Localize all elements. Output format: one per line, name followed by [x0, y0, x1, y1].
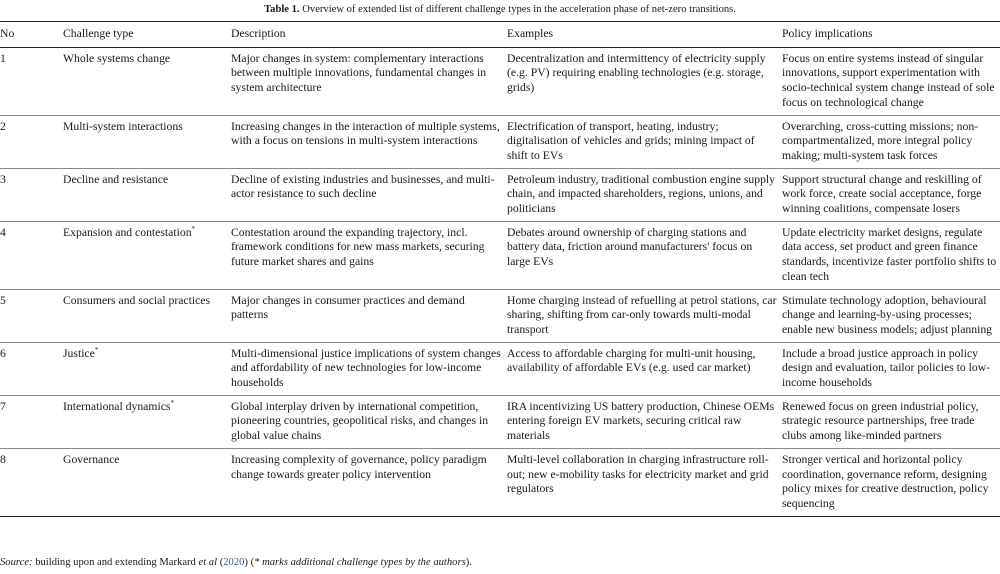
- table-header-row: [0, 22, 1000, 48]
- cell-no: 4: [0, 221, 61, 289]
- additional-type-marker: *: [191, 224, 196, 233]
- cell-challenge-type: Governance: [61, 448, 229, 516]
- asterisk-note: * marks additional challenge types by the authors: [254, 557, 466, 568]
- cell-challenge-type: Multi-system interactions: [61, 115, 229, 168]
- table-caption-text: Overview of extended list of different challenge types in the acceleration phase of net-zero transitions.: [299, 4, 736, 15]
- citation-year-link[interactable]: 2020: [223, 557, 245, 568]
- cell-examples: Decentralization and intermittency of electricity supply (e.g. PV) requiring enabling technologies (e.g. storage, grids): [505, 47, 780, 115]
- cell-description: Decline of existing industries and businesses, and multi-actor resistance to such decline: [229, 168, 505, 221]
- cell-no: 5: [0, 289, 61, 342]
- cell-challenge-type: Whole systems change: [61, 47, 229, 115]
- cell-no: 2: [0, 115, 61, 168]
- cell-no: 1: [0, 47, 61, 115]
- cell-examples: Access to affordable charging for multi-unit housing, availability of affordable EVs (e.g. used car market): [505, 342, 780, 395]
- table-row: [0, 342, 1000, 395]
- cell-policy-implications: Renewed focus on green industrial policy, strategic resource partnerships, free trade clubs among like-minded partners: [780, 395, 1000, 448]
- source-note: Source: building upon and extending Markard et al (2020) (* marks additional challenge types by the authors).: [0, 557, 472, 568]
- additional-type-marker: *: [170, 398, 174, 407]
- cell-policy-implications: Stimulate technology adoption, behavioural change and learning-by-using processes; enable new business models; adjust planning: [780, 289, 1000, 342]
- additional-type-marker: *: [94, 345, 99, 354]
- table-row: [0, 168, 1000, 221]
- table-row: [0, 289, 1000, 342]
- cell-description: Multi-dimensional justice implications of system changes and affordability of new technologies for low-income households: [229, 342, 505, 395]
- cell-no: 3: [0, 168, 61, 221]
- header-examples: Examples: [505, 22, 780, 48]
- cell-examples: IRA incentivizing US battery production, Chinese OEMs entering foreign EV markets, securing critical raw materials: [505, 395, 780, 448]
- source-label: Source:: [0, 557, 33, 568]
- table-row: [0, 221, 1000, 289]
- cell-description: Global interplay driven by international competition, pioneering countries, geopolitical risks, and changes in global value chains: [229, 395, 505, 448]
- cell-challenge-type: Expansion and contestation*: [61, 221, 229, 289]
- cell-description: Contestation around the expanding trajectory, incl. framework conditions for new mass markets, securing future market shares and gains: [229, 221, 505, 289]
- cell-examples: Electrification of transport, heating, industry; digitalisation of vehicles and grids; mining impact of shift to EVs: [505, 115, 780, 168]
- table-row: [0, 448, 1000, 516]
- table-caption: [0, 3, 1000, 16]
- cell-challenge-type: Consumers and social practices: [61, 289, 229, 342]
- cell-description: Major changes in consumer practices and demand patterns: [229, 289, 505, 342]
- cell-challenge-type: International dynamics*: [61, 395, 229, 448]
- cell-description: Major changes in system: complementary interactions between multiple innovations, fundamental changes in system architecture: [229, 47, 505, 115]
- cell-no: 6: [0, 342, 61, 395]
- cell-policy-implications: Include a broad justice approach in policy design and evaluation, tailor policies to low-income households: [780, 342, 1000, 395]
- cell-policy-implications: Update electricity market designs, regulate data access, set product and green finance standards, incentivize faster portfolio shifts to clean tech: [780, 221, 1000, 289]
- cell-challenge-type: Decline and resistance: [61, 168, 229, 221]
- cell-policy-implications: Focus on entire systems instead of singular innovations, support experimentation with socio-technical system change instead of sole focus on technological change: [780, 47, 1000, 115]
- table-row: [0, 395, 1000, 448]
- cell-examples: Multi-level collaboration in charging infrastructure roll-out; new e-mobility tasks for electricity market and grid regulators: [505, 448, 780, 516]
- cell-description: Increasing changes in the interaction of multiple systems, with a focus on tensions in multi-system interactions: [229, 115, 505, 168]
- cell-policy-implications: Stronger vertical and horizontal policy coordination, governance reform, designing policy mixes for creative destruction, policy sequencing: [780, 448, 1000, 516]
- header-challenge-type: Challenge type: [61, 22, 229, 48]
- cell-examples: Home charging instead of refuelling at petrol stations, car sharing, shifting from car-only towards multi-modal transport: [505, 289, 780, 342]
- cell-no: 8: [0, 448, 61, 516]
- cell-policy-implications: Overarching, cross-cutting missions; non-compartmentalized, more integral policy making; multi-system task forces: [780, 115, 1000, 168]
- table-caption-label: Table 1.: [264, 4, 300, 15]
- challenge-types-table: [0, 21, 1000, 517]
- et-al: et al: [198, 557, 218, 568]
- cell-examples: Debates around ownership of charging stations and battery data, friction around manufacturers' focus on large EVs: [505, 221, 780, 289]
- table-row: [0, 47, 1000, 115]
- cell-challenge-type: Justice*: [61, 342, 229, 395]
- table-row: [0, 115, 1000, 168]
- cell-description: Increasing complexity of governance, policy paradigm change towards greater policy intervention: [229, 448, 505, 516]
- header-policy-implications: Policy implications: [780, 22, 1000, 48]
- cell-policy-implications: Support structural change and reskilling of work force, create social acceptance, forge winning coalitions, compensate losers: [780, 168, 1000, 221]
- cell-examples: Petroleum industry, traditional combustion engine supply chain, and impacted shareholders, regions, unions, and politicians: [505, 168, 780, 221]
- header-no: No: [0, 22, 61, 48]
- header-description: Description: [229, 22, 505, 48]
- cell-no: 7: [0, 395, 61, 448]
